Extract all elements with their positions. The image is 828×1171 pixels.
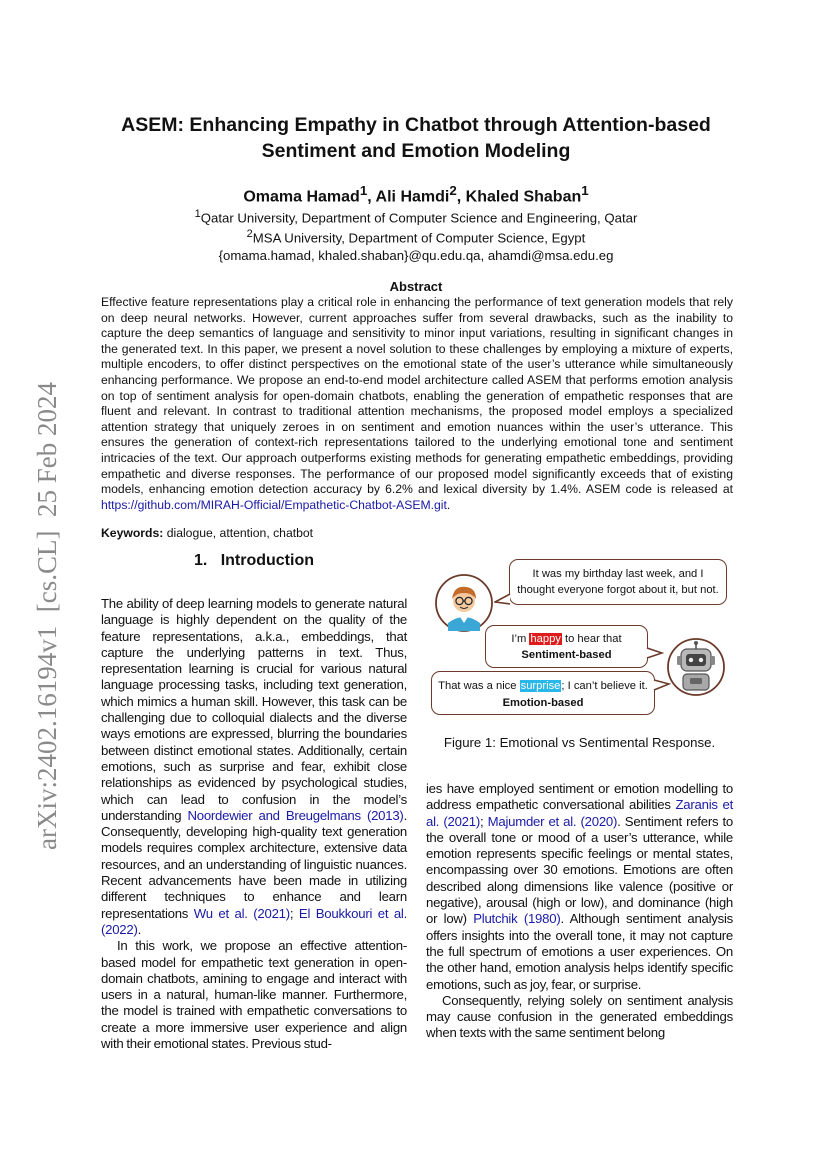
right-column xyxy=(426,781,733,1042)
text-run: I’m xyxy=(511,633,530,645)
text-run: . Consequently, developing high-quality text generation models requires complex architecture, extensive data resources, and an understanding of linguistic nuances. Recent advancements have been made in utilizing different techniques to enhance and learn representations xyxy=(101,807,407,921)
sentiment-response-text xyxy=(486,631,647,647)
author-emails: {omama.hamad, khaled.shaban}@qu.edu.qa, ahamdi@msa.edu.eg xyxy=(218,247,614,263)
citation-link[interactable]: Wu et al. (2021) xyxy=(193,905,290,921)
affiliation-2 xyxy=(100,226,732,246)
bubble-tail xyxy=(646,647,664,661)
citation-link[interactable]: Majumder et al. (2020) xyxy=(487,813,618,829)
sentiment-label: Sentiment-based xyxy=(521,649,612,661)
affiliation-sup: 1 xyxy=(194,208,201,220)
paper-title xyxy=(100,112,732,164)
text-run: ies have employed sentiment or emotion modelling to address empathetic conversational abilities xyxy=(426,781,733,813)
affiliation-text: MSA University, Department of Computer Science, Egypt xyxy=(252,230,586,246)
section-heading xyxy=(101,552,407,570)
abstract-text: Effective feature representations play a critical role in enhancing the performance of text generation models that rely on deep neural networks. However, current approaches suffer from several drawbacks, such as the inability to capture the deep semantics of language and sensitivity to minor input variations, resulting in significant changes in the generated text. In this paper, we present a novel solution to these challenges by employing a mixture of experts, multiple encoders, to offer distinct perspectives on the emotional state of the user’s utterance while simultaneously enhancing performance. We propose an end-to-end model architecture called ASEM that performs emotion analysis on top of sentiment analysis for open-domain chatbots, enabling the generation of empathetic responses that are fluent and relevant. In contrast to traditional attention mechanisms, the proposed model employs a specialized attention strategy that uniquely zeroes in on sentiment and emotion nuances within the user’s utterance. This ensures the generation of context-rich representations tailored to the underlying emotional tone and sentiment intricacies of the text. Our approach outperforms existing methods for generating empathetic embeddings, providing empathetic and diverse responses. The performance of our proposed model significantly exceeds that of existing models, enhancing emotion detection accuracy by 6.2% and lexical diversity by 1.4%. ASEM code is released at xyxy=(101,295,733,497)
abstract-body xyxy=(101,295,733,513)
author-sup: 2 xyxy=(449,183,457,198)
figure-caption: Figure 1: Emotional vs Sentimental Response. xyxy=(443,735,716,750)
sentiment-response-bubble xyxy=(485,625,648,668)
affiliation-sup: 2 xyxy=(246,228,253,241)
text-run: The ability of deep learning models to generate natural language is highly dependent on the quality of the feature representations, a.k.a., embeddings, that capture the underlying patterns in text. Thus, representation learning is crucial for various natural language processing tasks, including text generation, which mimics a human skill. However, this task can be challenging due to colloquial dialects and the diverse ways emotions are expressed, blurring the boundaries between distinct emotional states. Additionally, certain emotions, such as surprise and fear, exhibit close relationships as evidenced by psychological studies, which can lead to confusion in the model’s understanding xyxy=(101,596,407,823)
text-run: ; I can’t believe it. xyxy=(561,680,648,692)
text-run: ; xyxy=(289,905,299,921)
code-link[interactable]: https://github.com/MIRAH-Official/Empathetic-Chatbot-ASEM.git xyxy=(101,497,447,512)
bubble-tail xyxy=(494,593,512,607)
affiliation-text: Qatar University, Department of Computer Science and Engineering, Qatar xyxy=(200,210,638,226)
arxiv-id-text: arXiv:2402.16194v1 [cs.CL] 25 Feb 2024 xyxy=(32,382,62,850)
user-message-line: It was my birthday last week, and I xyxy=(532,568,704,580)
emotion-response-text xyxy=(432,678,654,695)
user-message-bubble xyxy=(509,559,727,605)
surprise-highlight: surprise xyxy=(520,680,561,692)
emotion-label: Emotion-based xyxy=(502,697,584,709)
figure-1 xyxy=(426,555,736,725)
text-run: . xyxy=(137,921,142,937)
affiliations xyxy=(100,206,732,264)
section-number: 1. xyxy=(194,552,208,569)
text-run: . Although sentiment analysis offers insights into the overall tone, it may not capture the full spectrum of emotions a user experiences. On the other hand, emotion analysis helps identify specific emotions, such as joy, fear, or surprise. xyxy=(426,911,734,992)
section-title: Introduction xyxy=(220,552,314,569)
title-line-1: ASEM: Enhancing Empathy in Chatbot through Attention-based xyxy=(121,114,711,136)
keywords xyxy=(101,526,313,540)
intro-paragraph-1 xyxy=(101,596,407,938)
person-glasses-icon xyxy=(434,573,494,633)
author-sup: 1 xyxy=(581,183,589,198)
keywords-list: dialogue, attention, chatbot xyxy=(166,526,314,540)
keywords-label: Keywords: xyxy=(101,526,164,540)
citation-link[interactable]: Noordewier and Breugelmans (2013) xyxy=(187,807,404,823)
happy-highlight: happy xyxy=(530,633,561,645)
title-line-2: Sentiment and Emotion Modeling xyxy=(261,140,571,162)
text-run: . Sentiment refers to the overall tone or mood of a user’s utterance, while emotion represents specific feelings or mental states, encompassing over 30 emotions. Emotions are often described along dimensions like valence (positive or negative), arousal (high or low), and dominance (high or low) xyxy=(426,813,734,927)
abstract-heading: Abstract xyxy=(389,279,443,294)
emotion-response-bubble xyxy=(431,671,655,715)
author-list: Omama Hamad$^1$, Ali Hamdi$^2$, Khaled Shaban$^1$ xyxy=(243,183,589,206)
text-run: That was a nice xyxy=(438,680,520,692)
intro-paragraph-2: In this work, we propose an effective attention-based model for empathetic text generation in open-domain chatbots, amining to engage and interact with users in a natural, human-like manner. Furthermore, the model is trained with empathetic conversations to create a more immersive user experience and align with their emotional states. Previous stud- xyxy=(101,938,407,1052)
author-name: Ali Hamdi xyxy=(375,188,450,206)
intro-paragraph-3 xyxy=(426,781,733,993)
text-run: ; xyxy=(480,813,488,829)
text-run: to hear that xyxy=(561,633,622,645)
author-name: Omama Hamad xyxy=(243,188,360,206)
author-name: Khaled Shaban xyxy=(465,188,582,206)
affiliation-1 xyxy=(100,206,732,226)
intro-paragraph-4: Consequently, relying solely on sentiment analysis may cause confusion in the generated embeddings when texts with the same sentiment belong xyxy=(426,992,733,1041)
citation-link[interactable]: Zaranis et al. (2021) xyxy=(426,797,733,829)
robot-icon xyxy=(666,637,726,697)
citation-link[interactable]: Plutchik (1980) xyxy=(473,911,561,927)
left-column xyxy=(101,596,407,1052)
abstract-period: . xyxy=(446,497,451,512)
arxiv-sidebar-stamp xyxy=(10,360,66,860)
user-message-line: thought everyone forgot about it, but not. xyxy=(517,584,719,596)
citation-link[interactable]: El Boukkouri et al. (2022) xyxy=(101,905,408,937)
author-sup: 1 xyxy=(359,183,368,198)
